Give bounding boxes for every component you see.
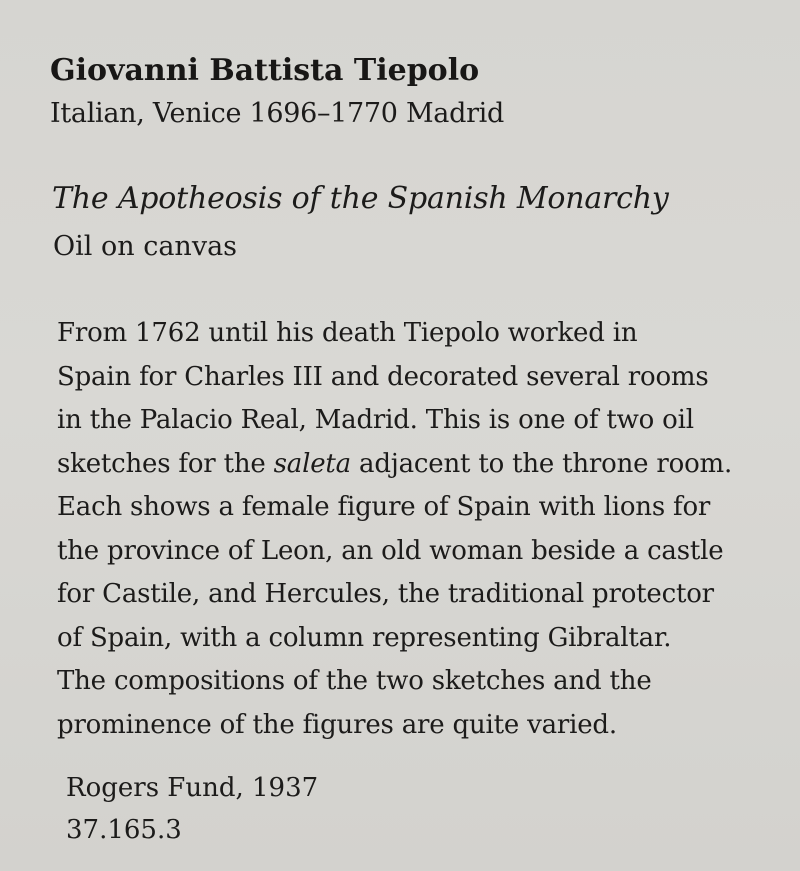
description-line: Spain for Charles III and decorated several rooms (57, 361, 709, 392)
description-line: in the Palacio Real, Madrid. This is one of two oil (57, 405, 694, 435)
description-line (57, 443, 757, 487)
description-line: prominence of the figures are quite varied. (57, 709, 617, 740)
italic-term: saleta (273, 448, 351, 479)
description-text: adjacent to the throne room. (350, 448, 733, 479)
artist-name: Giovanni Battista Tiepolo (50, 53, 480, 88)
accession-number: 37.165.3 (66, 815, 182, 845)
description-text: sketches for the (57, 448, 274, 479)
artwork-title: The Apotheosis of the Spanish Monarchy (52, 181, 669, 216)
description-line: the province of Leon, an old woman beside a castle (57, 535, 724, 566)
description-line: Each shows a female figure of Spain with lions for (57, 492, 711, 522)
artwork-medium: Oil on canvas (53, 231, 238, 262)
artist-origin: Italian, Venice 1696–1770 Madrid (50, 98, 505, 129)
description-line: The compositions of the two sketches and the (57, 666, 652, 696)
credit-line: Rogers Fund, 1937 (66, 773, 319, 803)
description-line: for Castile, and Hercules, the traditional protector (57, 579, 714, 609)
description-line: From 1762 until his death Tiepolo worked in (57, 318, 638, 348)
description-line: of Spain, with a column representing Gibraltar. (57, 622, 672, 653)
description-paragraph (57, 312, 757, 747)
